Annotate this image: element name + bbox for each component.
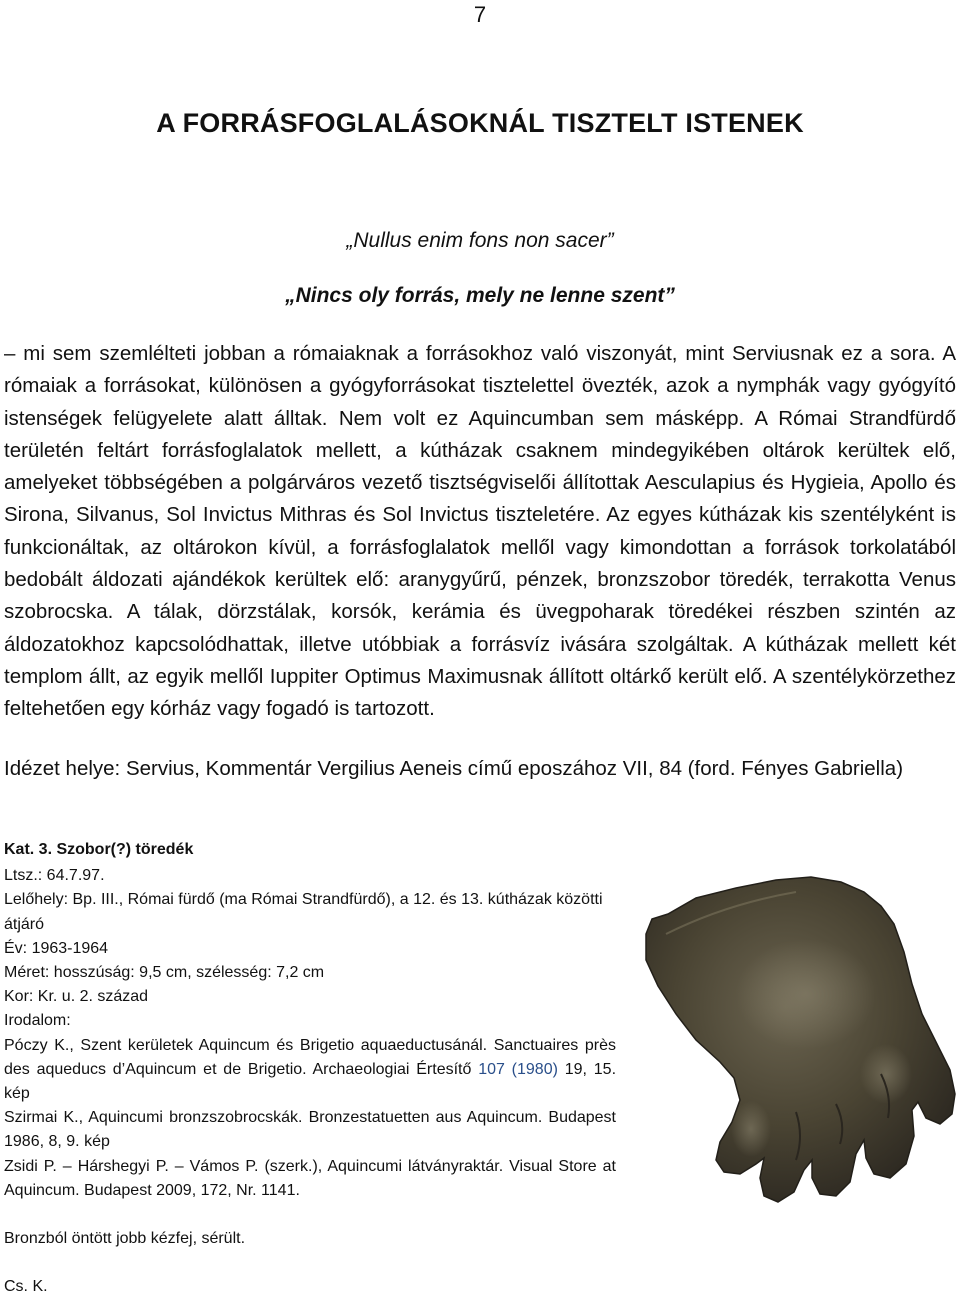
catalog-title: Kat. 3. Szobor(?) töredék [4,841,194,858]
reference-szirmai: Szirmai K., Aquincumi bronzszobrocskák. Bronzestatuetten aus Aquincum. Budapest 1986, 8, 9. kép [4,1109,616,1151]
dimensions: Méret: hosszúság: 9,5 cm, szélesség: 7,2 cm [4,964,325,982]
reference-poczy-pages: 19, 15. kép [4,1060,617,1103]
find-location: Lelőhely: Bp. III., Római fürdő (ma Római Strandfürdő), a 12. és 13. kútházak közötti átjáró [4,891,603,933]
page-title: A FORRÁSFOGLALÁSOKNÁL TISZTELT ISTENEK [156,108,804,138]
reference-poczy-text: Póczy K., Szent kerületek Aquincum és Brigetio aquaeductusánál. Sanctuaires près des aqueducs d’Aquincum et de Brigetio. Archaeologiai Értesítő [4,1036,616,1078]
reference-poczy-volume: 107 (1980) [478,1060,558,1078]
page-number: 7 [473,2,487,27]
reference-poczy [4,1034,616,1107]
literature-label: Irodalom: [4,1012,71,1030]
reference-zsidi: Zsidi P. – Hárshegyi P. – Vámos P. (szerk.), Aquincumi látványraktár. Visual Store at Aquincum. Budapest 2009, 172, Nr. 1141. [4,1157,616,1199]
quote-source: Idézet helye: Servius, Kommentár Vergilius Aeneis című eposzához VII, 84 (ford. Fényes Gabriella) [4,757,904,780]
motto-latin: „Nullus enim fons non sacer” [346,229,614,252]
catalog-entry [4,838,616,1299]
object-description: Bronzból öntött jobb kézfej, sérült. [4,1230,246,1248]
bronze-hand-photo [636,874,958,1204]
excavation-year: Év: 1963-1964 [4,939,109,957]
author-initials: Cs. K. [4,1278,48,1296]
body-paragraph: – mi sem szemlélteti jobban a rómaiaknak a forrásokhoz való viszonyát, mint Serviusnak ez a sora. A rómaiak a forrásokat, különösen a gyógyforrásokat tisztelettel övezték, azok a nymphák vagy gyógyító istenségek felügyelete alatt álltak. Nem volt ez Aquincumban sem másképp. A Római Strandfürdő területén feltárt forrásfoglalatok mellett, a kútházak csaknem mindegyikében oltárok kerültek elő, amelyeket többségében a polgárváros vezető tisztségviselői állítottak Aesculapius és Hygieia, Apollo és Sirona, Silvanus, Sol Invictus Mithras és Sol Invictus tiszteletére. Az egyes kútházak kis szentélyként is funkcionáltak, az oltárokon kívül, a forrásfoglalatok mellől vagy kimondottan a források torkolatából bedobált áldozati ajándékok kerültek elő: aranygyűrű, pénzek, bronzszobor töredék, terrakotta Venus szobrocska. A tálak, dörzstálak, korsók, kerámia és üvegpoharak töredékei részben szintén az áldozatokhoz kapcsolódhattak, illetve utóbbiak a forrásvíz ivására szolgáltak. A kútházak mellett két templom állt, az egyik mellől Iuppiter Optimus Maximusnak állított oltárkő került elő. A szentélykörzethez feltehetően egy kórház vagy fogadó is tartozott. [4,342,956,721]
inventory-number: Ltsz.: 64.7.97. [4,867,105,885]
period: Kor: Kr. u. 2. század [4,988,149,1006]
motto-hungarian: „Nincs oly forrás, mely ne lenne szent” [285,284,675,307]
